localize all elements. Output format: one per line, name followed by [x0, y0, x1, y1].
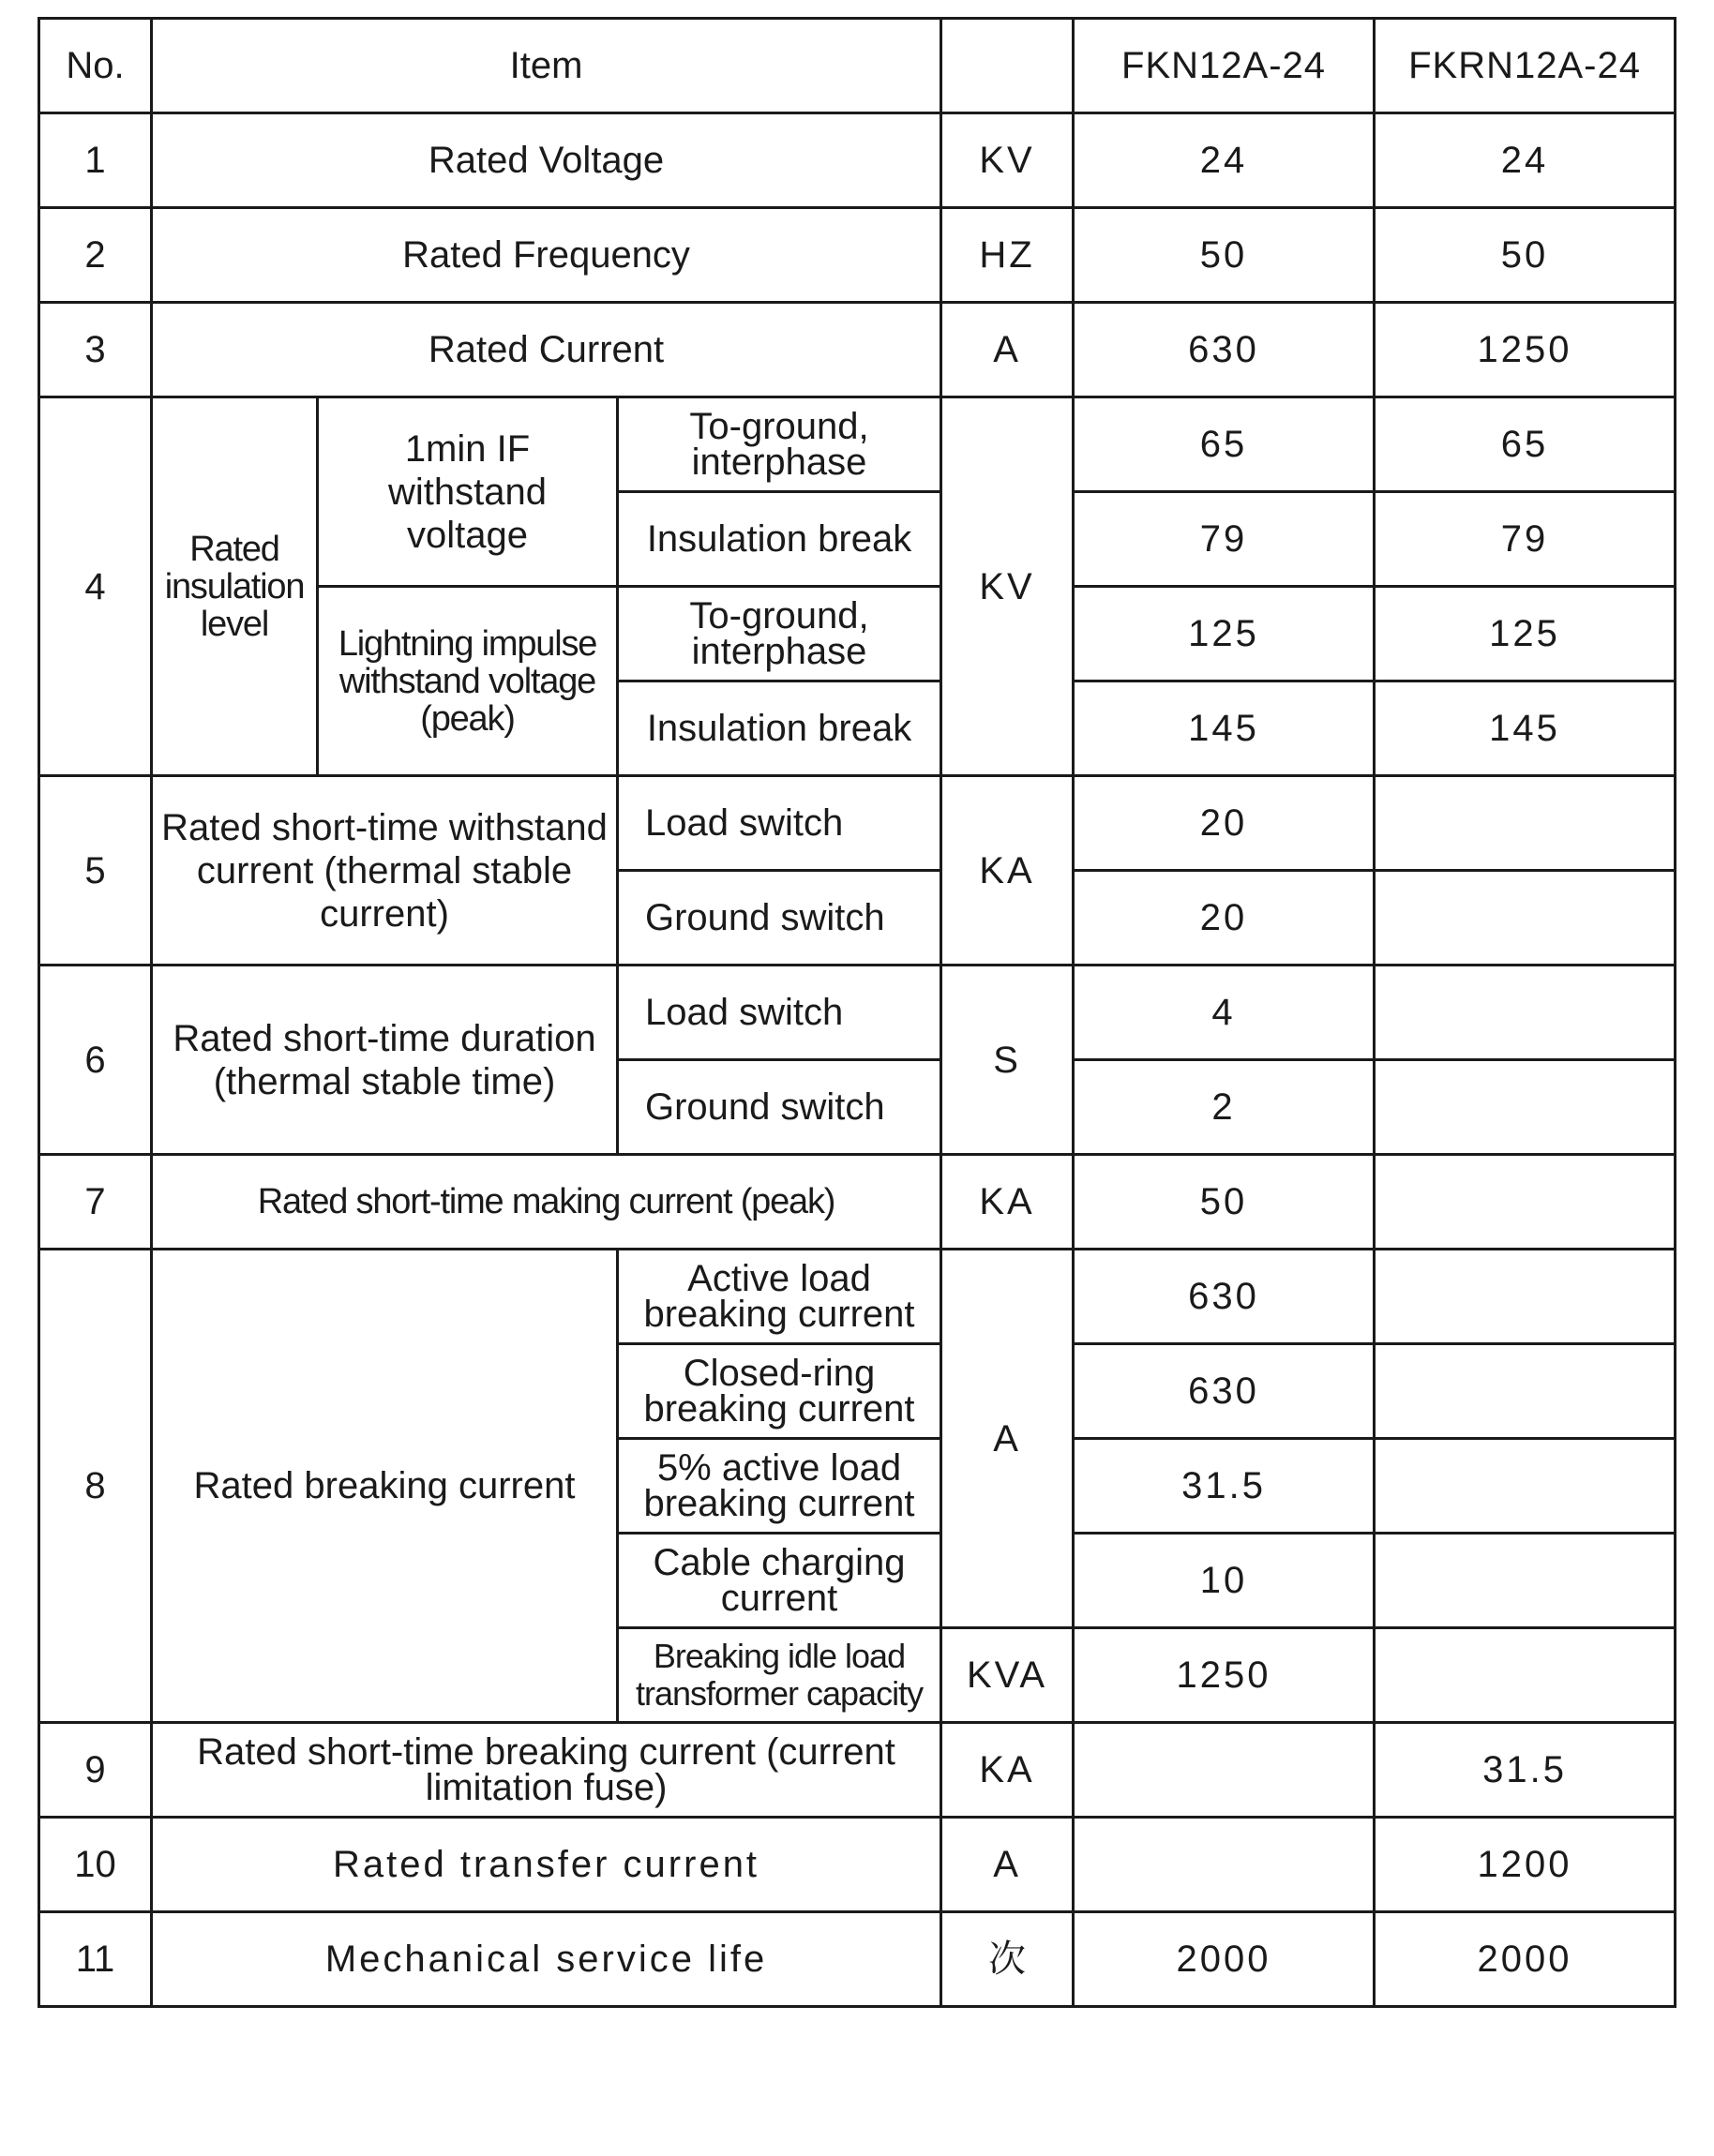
item-label: Rated short-time making current (peak): [152, 1155, 941, 1250]
value-fkn: 50: [1074, 1155, 1375, 1250]
item-group-label: Lightning impulse withstand voltage (peak): [318, 587, 618, 776]
value-fkrn: 1200: [1375, 1818, 1676, 1912]
item-label: Rated breaking current: [152, 1250, 618, 1723]
table-row: [39, 397, 1676, 492]
table-row: [39, 1155, 1676, 1250]
value-fkrn: 65: [1375, 397, 1676, 492]
sub-item-label: To-ground, interphase: [618, 587, 941, 681]
value-fkrn: 125: [1375, 587, 1676, 681]
header-item: Item: [152, 19, 941, 113]
table-row: [39, 303, 1676, 397]
unit-cell: A: [941, 303, 1074, 397]
sub-item-label: 5% active load breaking current: [618, 1439, 941, 1534]
item-label: Mechanical service life: [152, 1912, 941, 2007]
value-fkn: 145: [1074, 681, 1375, 776]
row-number: 3: [39, 303, 152, 397]
unit-cell: KA: [941, 1155, 1074, 1250]
value-fkrn: 1250: [1375, 303, 1676, 397]
item-group-label: 1min IF withstand voltage: [318, 397, 618, 587]
value-fkrn: [1375, 1155, 1676, 1250]
sub-item-label: To-ground, interphase: [618, 397, 941, 492]
row-number: 7: [39, 1155, 152, 1250]
sub-item-label: Cable charging current: [618, 1534, 941, 1628]
unit-cell: HZ: [941, 208, 1074, 303]
value-fkn: 2: [1074, 1060, 1375, 1155]
sub-item-label: Load switch: [618, 776, 941, 871]
item-label: Rated transfer current: [152, 1818, 941, 1912]
value-fkn: 630: [1074, 1344, 1375, 1439]
unit-cell: KA: [941, 1723, 1074, 1818]
table-row: [39, 776, 1676, 871]
value-fkrn: 2000: [1375, 1912, 1676, 2007]
value-fkrn: [1375, 1250, 1676, 1344]
header-unit: [941, 19, 1074, 113]
table-row: [39, 113, 1676, 208]
header-no: No.: [39, 19, 152, 113]
value-fkrn: 31.5: [1375, 1723, 1676, 1818]
sub-item-label: Ground switch: [618, 871, 941, 966]
row-number: 5: [39, 776, 152, 966]
row-number: 11: [39, 1912, 152, 2007]
header-model-fkrn: FKRN12A-24: [1375, 19, 1676, 113]
header-model-fkn: FKN12A-24: [1074, 19, 1375, 113]
unit-cell: 次: [941, 1912, 1074, 2007]
sub-item-label: Closed-ring breaking current: [618, 1344, 941, 1439]
unit-cell: KA: [941, 776, 1074, 966]
value-fkn: [1074, 1818, 1375, 1912]
value-fkrn: [1375, 1344, 1676, 1439]
row-number: 8: [39, 1250, 152, 1723]
row-number: 9: [39, 1723, 152, 1818]
value-fkrn: [1375, 1439, 1676, 1534]
value-fkn: 31.5: [1074, 1439, 1375, 1534]
item-label: Rated insulation level: [152, 397, 318, 776]
sub-item-label: Load switch: [618, 966, 941, 1060]
unit-cell: KVA: [941, 1628, 1074, 1723]
value-fkrn: [1375, 871, 1676, 966]
item-label: Rated short-time duration (thermal stable time): [152, 966, 618, 1155]
sub-item-label: Insulation break: [618, 681, 941, 776]
value-fkrn: [1375, 1628, 1676, 1723]
value-fkn: 65: [1074, 397, 1375, 492]
value-fkn: 24: [1074, 113, 1375, 208]
row-number: 1: [39, 113, 152, 208]
value-fkn: 20: [1074, 776, 1375, 871]
value-fkrn: 145: [1375, 681, 1676, 776]
value-fkn: 2000: [1074, 1912, 1375, 2007]
unit-cell: KV: [941, 397, 1074, 776]
value-fkn: 79: [1074, 492, 1375, 587]
value-fkn: 1250: [1074, 1628, 1375, 1723]
value-fkrn: [1375, 776, 1676, 871]
sub-item-label: Insulation break: [618, 492, 941, 587]
sub-item-label: Breaking idle load transformer capacity: [618, 1628, 941, 1723]
table-row: [39, 1818, 1676, 1912]
value-fkrn: 50: [1375, 208, 1676, 303]
value-fkn: 20: [1074, 871, 1375, 966]
item-label: Rated short-time breaking current (current limitation fuse): [152, 1723, 941, 1818]
table-row: [39, 966, 1676, 1060]
value-fkn: 125: [1074, 587, 1375, 681]
sub-item-label: Active load breaking current: [618, 1250, 941, 1344]
value-fkn: 4: [1074, 966, 1375, 1060]
table-row: [39, 1912, 1676, 2007]
value-fkrn: [1375, 1060, 1676, 1155]
value-fkn: [1074, 1723, 1375, 1818]
row-number: 2: [39, 208, 152, 303]
value-fkn: 50: [1074, 208, 1375, 303]
item-label: Rated Frequency: [152, 208, 941, 303]
sub-item-label: Ground switch: [618, 1060, 941, 1155]
value-fkrn: 24: [1375, 113, 1676, 208]
header-row: [39, 19, 1676, 113]
table-row: [39, 208, 1676, 303]
table-row: [39, 1723, 1676, 1818]
item-label: Rated short-time withstand current (thermal stable current): [152, 776, 618, 966]
value-fkrn: [1375, 966, 1676, 1060]
row-number: 4: [39, 397, 152, 776]
value-fkn: 10: [1074, 1534, 1375, 1628]
row-number: 6: [39, 966, 152, 1155]
value-fkrn: 79: [1375, 492, 1676, 587]
table-row: [39, 1250, 1676, 1344]
unit-cell: S: [941, 966, 1074, 1155]
unit-cell: A: [941, 1818, 1074, 1912]
unit-cell: A: [941, 1250, 1074, 1628]
item-label: Rated Voltage: [152, 113, 941, 208]
value-fkrn: [1375, 1534, 1676, 1628]
value-fkn: 630: [1074, 1250, 1375, 1344]
spec-table: [38, 17, 1676, 2008]
item-label: Rated Current: [152, 303, 941, 397]
row-number: 10: [39, 1818, 152, 1912]
value-fkn: 630: [1074, 303, 1375, 397]
unit-cell: KV: [941, 113, 1074, 208]
